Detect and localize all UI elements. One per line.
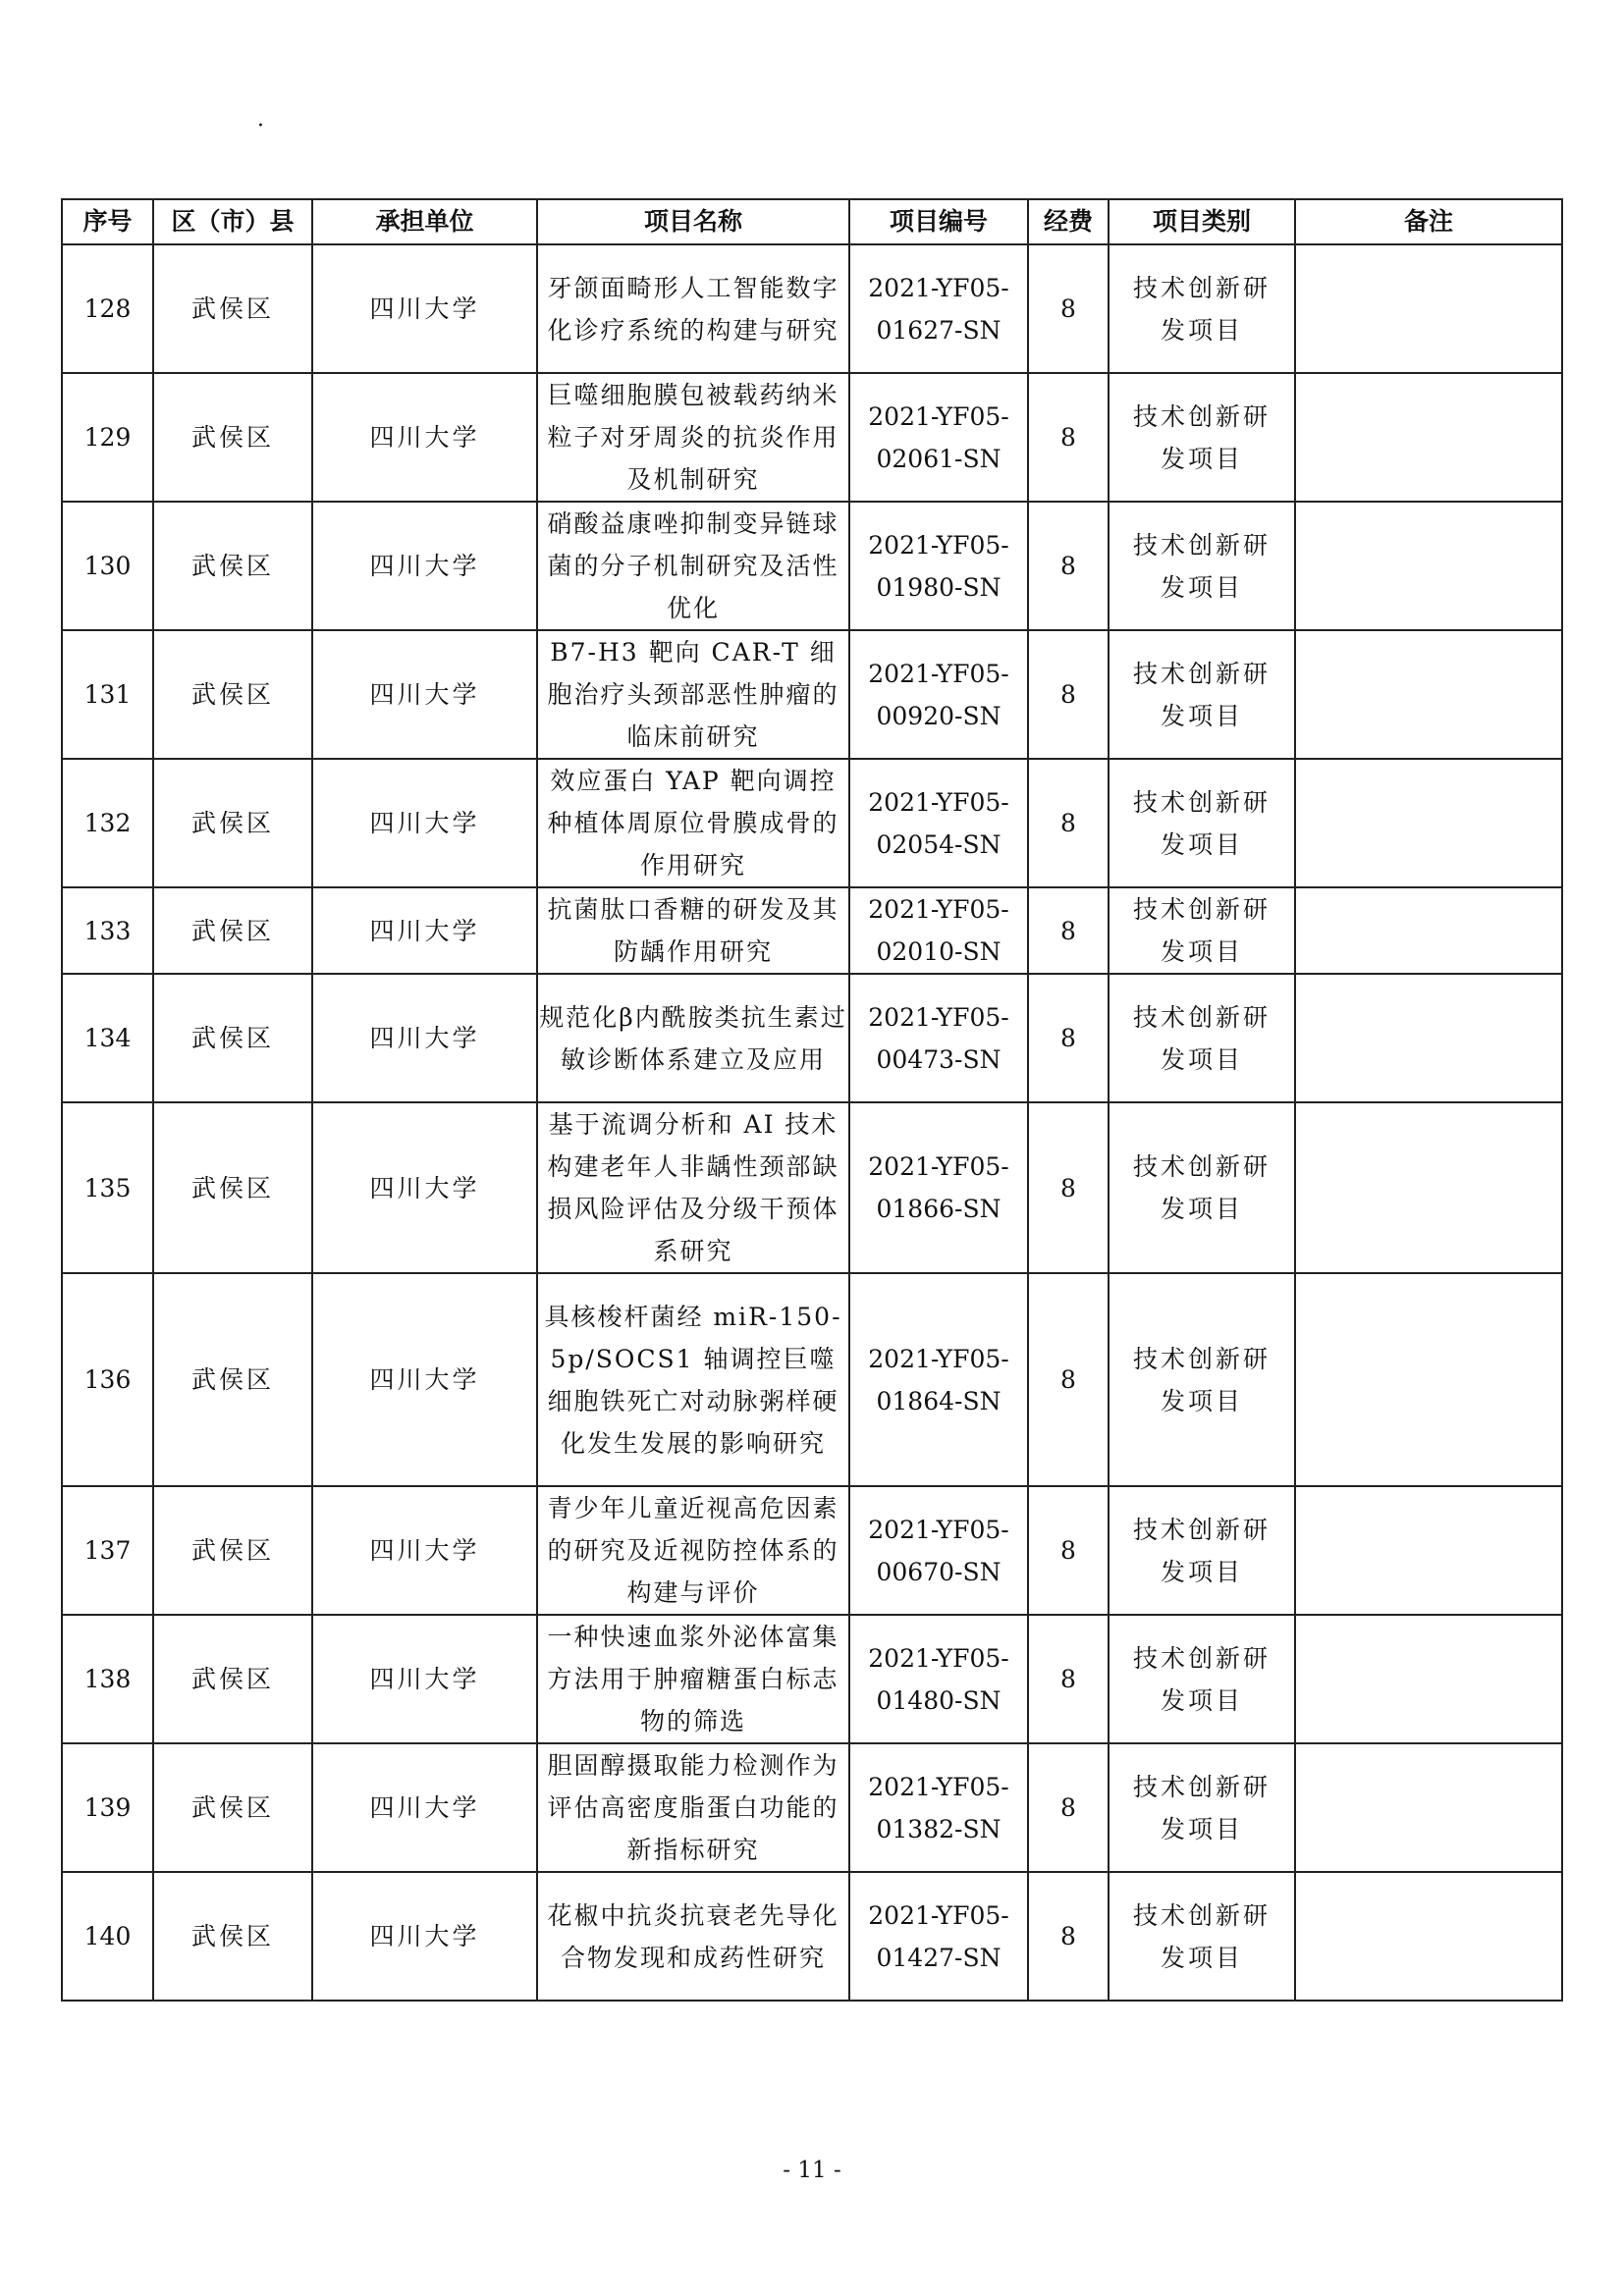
page-number: - 11 - [783,2158,841,2183]
cell-funding: 8 [1028,1273,1109,1486]
cell-category: 技术创新研 发项目 [1109,1872,1295,2001]
cell-code: 2021-YF05- 01382-SN [849,1743,1028,1872]
cell-district: 武侯区 [153,1872,312,2001]
table-row [62,1102,1562,1273]
cell-district: 武侯区 [153,1615,312,1743]
cell-unit: 四川大学 [312,1486,537,1615]
cell-remark [1295,502,1562,630]
cell-unit: 四川大学 [312,373,537,502]
cell-no: 128 [62,244,153,373]
header-name: 项目名称 [537,199,849,244]
table-row [62,373,1562,502]
cell-funding: 8 [1028,759,1109,887]
cell-name: 规范化β内酰胺类抗生素过敏诊断体系建立及应用 [537,974,849,1102]
header-category: 项目类别 [1109,199,1295,244]
cell-category: 技术创新研 发项目 [1109,974,1295,1102]
cell-code: 2021-YF05- 00670-SN [849,1486,1028,1615]
header-no: 序号 [62,199,153,244]
cell-category: 技术创新研 发项目 [1109,1273,1295,1486]
cell-name: 牙颌面畸形人工智能数字化诊疗系统的构建与研究 [537,244,849,373]
table-row [62,759,1562,887]
cell-district: 武侯区 [153,1273,312,1486]
cell-district: 武侯区 [153,887,312,974]
header-mark: · [257,114,264,138]
cell-category: 技术创新研 发项目 [1109,1615,1295,1743]
cell-category: 技术创新研 发项目 [1109,244,1295,373]
table-row [62,1273,1562,1486]
cell-district: 武侯区 [153,1743,312,1872]
cell-district: 武侯区 [153,1102,312,1273]
cell-district: 武侯区 [153,373,312,502]
cell-code: 2021-YF05- 02054-SN [849,759,1028,887]
cell-name: B7-H3 靶向 CAR-T 细胞治疗头颈部恶性肿瘤的临床前研究 [537,630,849,759]
cell-funding: 8 [1028,974,1109,1102]
cell-name: 硝酸益康唑抑制变异链球菌的分子机制研究及活性优化 [537,502,849,630]
cell-code: 2021-YF05- 01866-SN [849,1102,1028,1273]
cell-no: 129 [62,373,153,502]
cell-category: 技术创新研 发项目 [1109,1743,1295,1872]
cell-no: 135 [62,1102,153,1273]
table-row [62,1615,1562,1743]
cell-category: 技术创新研 发项目 [1109,887,1295,974]
cell-category: 技术创新研 发项目 [1109,1102,1295,1273]
cell-remark [1295,373,1562,502]
cell-name: 青少年儿童近视高危因素的研究及近视防控体系的构建与评价 [537,1486,849,1615]
cell-unit: 四川大学 [312,1615,537,1743]
cell-remark [1295,1273,1562,1486]
cell-unit: 四川大学 [312,630,537,759]
cell-name: 抗菌肽口香糖的研发及其防龋作用研究 [537,887,849,974]
project-table [61,198,1563,2002]
cell-category: 技术创新研 发项目 [1109,502,1295,630]
cell-no: 131 [62,630,153,759]
cell-remark [1295,759,1562,887]
cell-code: 2021-YF05- 00920-SN [849,630,1028,759]
cell-code: 2021-YF05- 01864-SN [849,1273,1028,1486]
cell-unit: 四川大学 [312,1743,537,1872]
header-unit: 承担单位 [312,199,537,244]
cell-funding: 8 [1028,244,1109,373]
cell-remark [1295,974,1562,1102]
cell-unit: 四川大学 [312,759,537,887]
cell-name: 巨噬细胞膜包被载药纳米粒子对牙周炎的抗炎作用及机制研究 [537,373,849,502]
header-district: 区（市）县 [153,199,312,244]
cell-remark [1295,630,1562,759]
cell-code: 2021-YF05- 01427-SN [849,1872,1028,2001]
cell-unit: 四川大学 [312,1872,537,2001]
cell-district: 武侯区 [153,630,312,759]
cell-unit: 四川大学 [312,1102,537,1273]
cell-funding: 8 [1028,1872,1109,2001]
header-code: 项目编号 [849,199,1028,244]
cell-code: 2021-YF05- 01627-SN [849,244,1028,373]
cell-district: 武侯区 [153,244,312,373]
cell-no: 139 [62,1743,153,1872]
cell-code: 2021-YF05- 00473-SN [849,974,1028,1102]
cell-funding: 8 [1028,1615,1109,1743]
cell-no: 136 [62,1273,153,1486]
table-row [62,887,1562,974]
table-header-row [62,199,1562,244]
cell-code: 2021-YF05- 02010-SN [849,887,1028,974]
cell-unit: 四川大学 [312,502,537,630]
cell-remark [1295,1486,1562,1615]
cell-no: 133 [62,887,153,974]
cell-category: 技术创新研 发项目 [1109,630,1295,759]
cell-funding: 8 [1028,1102,1109,1273]
cell-code: 2021-YF05- 01980-SN [849,502,1028,630]
table-row [62,1872,1562,2001]
header-remark: 备注 [1295,199,1562,244]
cell-name: 一种快速血浆外泌体富集方法用于肿瘤糖蛋白标志物的筛选 [537,1615,849,1743]
cell-no: 134 [62,974,153,1102]
table-row [62,502,1562,630]
table-row [62,1743,1562,1872]
cell-remark [1295,1102,1562,1273]
cell-remark [1295,244,1562,373]
cell-category: 技术创新研 发项目 [1109,759,1295,887]
cell-no: 137 [62,1486,153,1615]
cell-funding: 8 [1028,502,1109,630]
cell-code: 2021-YF05- 02061-SN [849,373,1028,502]
cell-district: 武侯区 [153,1486,312,1615]
cell-no: 130 [62,502,153,630]
cell-remark [1295,887,1562,974]
cell-funding: 8 [1028,887,1109,974]
cell-name: 花椒中抗炎抗衰老先导化合物发现和成药性研究 [537,1872,849,2001]
cell-name: 具核梭杆菌经 miR-150-5p/SOCS1 轴调控巨噬细胞铁死亡对动脉粥样硬化发生发展的影响研究 [537,1273,849,1486]
cell-funding: 8 [1028,373,1109,502]
cell-category: 技术创新研 发项目 [1109,1486,1295,1615]
cell-code: 2021-YF05- 01480-SN [849,1615,1028,1743]
cell-no: 138 [62,1615,153,1743]
cell-remark [1295,1743,1562,1872]
cell-no: 140 [62,1872,153,2001]
cell-name: 效应蛋白 YAP 靶向调控种植体周原位骨膜成骨的作用研究 [537,759,849,887]
cell-remark [1295,1872,1562,2001]
cell-category: 技术创新研 发项目 [1109,373,1295,502]
cell-funding: 8 [1028,630,1109,759]
table-row [62,244,1562,373]
cell-remark [1295,1615,1562,1743]
table-row [62,974,1562,1102]
cell-district: 武侯区 [153,759,312,887]
cell-funding: 8 [1028,1743,1109,1872]
cell-name: 基于流调分析和 AI 技术构建老年人非龋性颈部缺损风险评估及分级干预体系研究 [537,1102,849,1273]
cell-district: 武侯区 [153,502,312,630]
cell-unit: 四川大学 [312,244,537,373]
cell-district: 武侯区 [153,974,312,1102]
cell-unit: 四川大学 [312,887,537,974]
cell-name: 胆固醇摄取能力检测作为评估高密度脂蛋白功能的新指标研究 [537,1743,849,1872]
cell-funding: 8 [1028,1486,1109,1615]
header-funding: 经费 [1028,199,1109,244]
cell-no: 132 [62,759,153,887]
cell-unit: 四川大学 [312,974,537,1102]
table-row [62,1486,1562,1615]
cell-unit: 四川大学 [312,1273,537,1486]
table-row [62,630,1562,759]
